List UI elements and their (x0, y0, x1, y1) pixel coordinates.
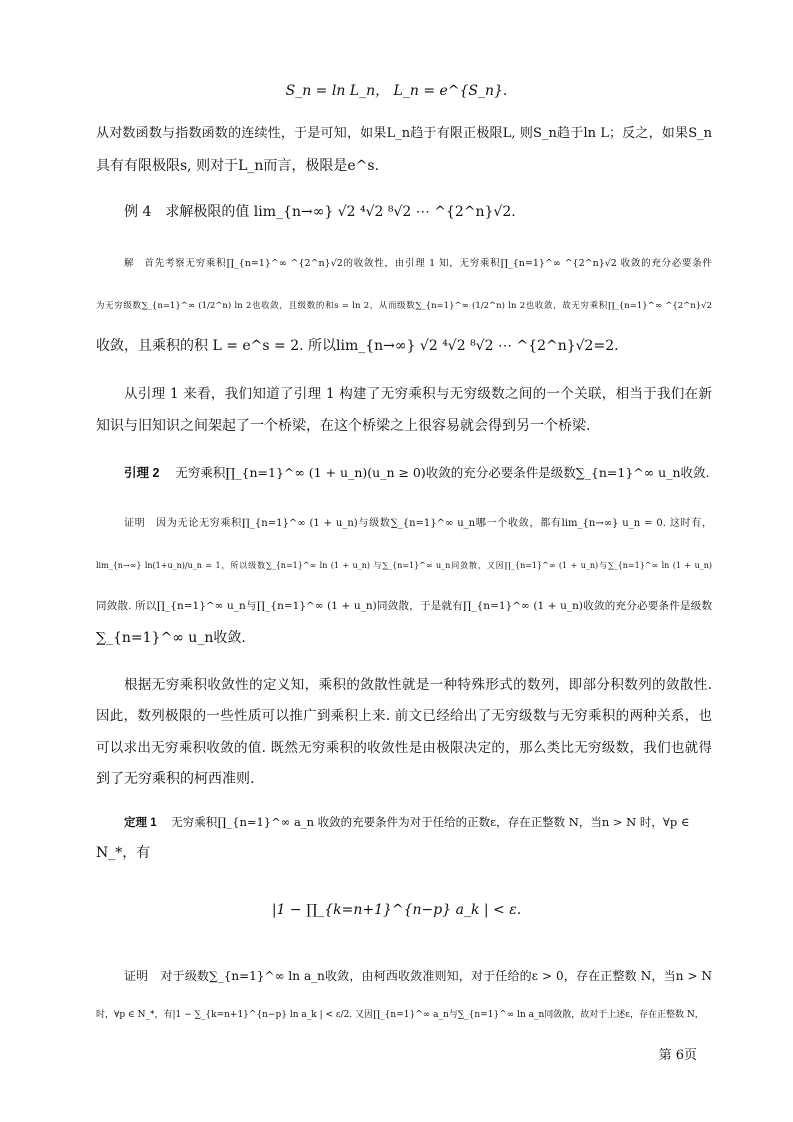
paragraph-line: 到了无穷乘积的柯西准则. (96, 771, 255, 787)
equation-product: |1 − ∏_{k=n+1}^{n−p} a_k | < ε. (271, 902, 522, 918)
solution-line: 为无穷级数∑_{n=1}^∞ (1/2^n) ln 2也收敛，且级数的和s = ln 2，从而级数∑_{n=1}^∞ (1/2^n) ln 2也收敛，故无穷乘积∏_{n=1}^∞ ^{2^n}√2 (96, 301, 712, 311)
lemma-label: 引理 2 (124, 466, 160, 480)
theorem-text: 无穷乘积∏_{n=1}^∞ a_n 收敛的充要条件为对于任给的正数ε，存在正整数 N，当n > N 时，∀p ∈ (171, 815, 690, 829)
theorem-1 (124, 812, 712, 833)
example-4-line: 例 4 求解极限的值 lim_{n→∞} √2 ⁴√2 ⁸√2 ⋯ ^{2^n}√2. (124, 204, 516, 220)
lemma-2 (124, 463, 712, 483)
paragraph-line: 从引理 1 来看，我们知道了引理 1 构建了无穷乘积与无穷级数之间的一个关联，相当于我们在新 (124, 386, 712, 402)
paragraph-line: 可以求出无穷乘积收敛的值. 既然无穷乘积的收敛性是由极限决定的，那么类比无穷级数，我们也就得 (96, 740, 712, 756)
proof-line: ∑_{n=1}^∞ u_n收敛. (96, 630, 246, 646)
lemma-text: 无穷乘积∏_{n=1}^∞ (1 + u_n)(u_n ≥ 0)收敛的充分必要条件是级数∑_{n=1}^∞ u_n收敛. (175, 465, 710, 480)
paragraph-line: 知识与旧知识之间架起了一个桥梁，在这个桥梁之上很容易就会得到另一个桥梁. (96, 418, 591, 434)
solution-line: 收敛，且乘积的积 L = e^s = 2. 所以lim_{n→∞} √2 ⁴√2 ⁸√2 ⋯ ^{2^n}√2=2. (96, 338, 619, 354)
solution-line: 解 首先考察无穷乘积∏_{n=1}^∞ ^{2^n}√2的收敛性，由引理 1 知，无穷乘积∏_{n=1}^∞ ^{2^n}√2 收敛的充分必要条件 (124, 258, 712, 269)
paragraph-line: 根据无穷乘积收敛性的定义知，乘积的敛散性就是一种特殊形式的数列，即部分积数列的敛散性. (124, 677, 712, 693)
proof-line: 证明 对于级数∑_{n=1}^∞ ln a_n收敛，由柯西收敛准则知，对于任给的ε > 0，存在正整数 N，当n > N (124, 969, 712, 983)
proof-line: 时，∀p ∈ N_*，有|1 − ∑_{k=n+1}^{n−p} ln a_k | < ε/2. 又因∏_{n=1}^∞ a_n与∑_{n=1}^∞ ln a_n同敛散，故对于上述ε，存在正整数 N， (96, 1010, 704, 1020)
proof-line: 同敛散. 所以∏_{n=1}^∞ u_n与∏_{n=1}^∞ (1 + u_n)同敛散，于是就有∏_{n=1}^∞ (1 + u_n)收敛的充分必要条件是级数 (96, 600, 712, 612)
proof-line: lim_{n→∞} ln(1+u_n)/u_n = 1，所以级数∑_{n=1}^∞ ln (1 + u_n) 与∑_{n=1}^∞ u_n同敛散，又因∏_{n=1}^∞ (1 + u_n)与∑_{n=1}^∞ ln (1 + u_n) (96, 561, 712, 570)
paragraph-line: 从对数函数与指数函数的连续性，于是可知，如果L_n趋于有限正极限L, 则S_n趋于ln L；反之，如果S_n (96, 126, 712, 141)
theorem-line: N_*，有 (96, 845, 151, 861)
paragraph-line: 具有有限极限s, 则对于L_n而言，极限是e^s. (96, 158, 380, 174)
page-number: 第 6页 (658, 1048, 697, 1063)
paragraph-line: 因此，数列极限的一些性质可以推广到乘积上来. 前文已经给出了无穷级数与无穷乘积的两种关系，也 (96, 708, 712, 724)
equation-sn: S_n = ln L_n， L_n = e^{S_n}. (285, 83, 508, 99)
theorem-label: 定理 1 (124, 817, 157, 829)
proof-line: 证明 因为无论无穷乘积∏_{n=1}^∞ (1 + u_n)与级数∑_{n=1}^∞ u_n哪一个收敛，都有lim_{n→∞} u_n = 0. 这时有， (124, 518, 712, 529)
